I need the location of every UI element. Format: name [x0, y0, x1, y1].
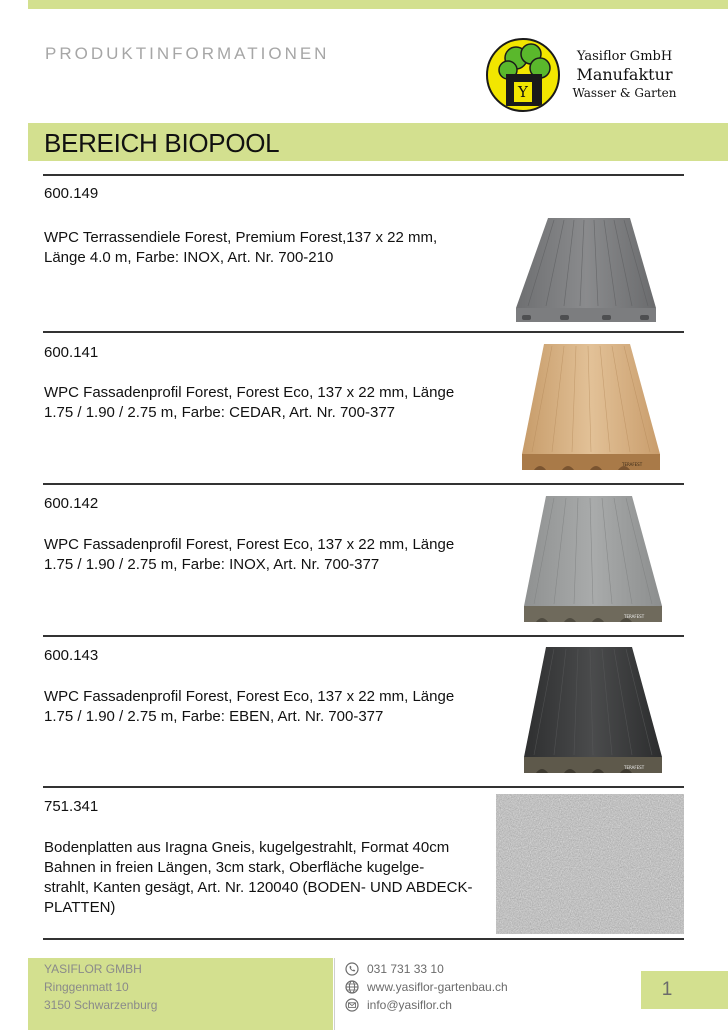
- footer-company: YASIFLOR GMBH: [44, 962, 142, 976]
- item-number: 600.141: [44, 344, 99, 361]
- item-description-line: Bahnen in freien Längen, 3cm stark, Oberfläche kugelge-: [44, 859, 425, 876]
- item-divider: [43, 786, 684, 788]
- footer-web-link[interactable]: www.yasiflor-gartenbau.ch: [367, 980, 508, 994]
- facade-profile-cedar-image: [518, 342, 664, 474]
- logo-emblem: [486, 38, 560, 112]
- item-number: 600.142: [44, 495, 99, 512]
- top-accent-bar: [28, 0, 728, 9]
- item-description-line: WPC Terrassendiele Forest, Premium Forest,137 x 22 mm,: [44, 229, 438, 246]
- page-number: 1: [661, 979, 673, 1000]
- footer-email-link[interactable]: info@yasiflor.ch: [367, 998, 452, 1012]
- footer-phone-text: 031 731 33 10: [367, 962, 444, 976]
- item-description-line: PLATTEN): [44, 899, 116, 916]
- tree-house-icon: [488, 40, 560, 112]
- logo-tagline-sub: Wasser & Garten: [572, 86, 677, 100]
- section-title: BEREICH BIOPOOL: [44, 128, 280, 158]
- svg-text:TERAFEST: TERAFEST: [624, 765, 645, 770]
- item-divider: [43, 331, 684, 333]
- email-icon: [345, 998, 359, 1012]
- footer-city: 3150 Schwarzenburg: [44, 998, 158, 1012]
- item-description-line: 1.75 / 1.90 / 2.75 m, Farbe: EBEN, Art. Nr. 700-377: [44, 708, 384, 725]
- logo-tagline-main: Manufaktur: [576, 65, 673, 84]
- logo-text: [562, 48, 687, 101]
- item-divider: [43, 483, 684, 485]
- globe-icon: [345, 980, 359, 994]
- section-band: [28, 123, 728, 161]
- item-description-line: Länge 4.0 m, Farbe: INOX, Art. Nr. 700-210: [44, 249, 334, 266]
- logo-mark-letter: Y: [518, 83, 528, 101]
- footer-email[interactable]: [345, 998, 452, 1012]
- logo-company-name: Yasiflor GmbH: [576, 49, 673, 64]
- item-description-line: strahlt, Kanten gesägt, Art. Nr. 120040 (BODEN- UND ABDECK-: [44, 879, 473, 896]
- svg-text:TERAFEST: TERAFEST: [622, 462, 643, 467]
- facade-profile-inox-image: [520, 494, 666, 626]
- item-description: [44, 838, 481, 918]
- svg-text:TERAFEST: TERAFEST: [624, 614, 645, 619]
- header-label: PRODUKTINFORMATIONEN: [45, 44, 330, 63]
- item-description-line: WPC Fassadenprofil Forest, Forest Eco, 137 x 22 mm, Länge: [44, 536, 455, 553]
- item-divider: [43, 938, 684, 940]
- facade-profile-eben-image: [520, 645, 666, 777]
- page-number-box: [641, 971, 728, 1009]
- footer-phone: [345, 962, 444, 976]
- decking-board-grey-image: [514, 216, 658, 326]
- item-description: [44, 687, 482, 727]
- item-number: 600.149: [44, 185, 99, 202]
- footer-web[interactable]: [345, 980, 508, 994]
- item-number: 751.341: [44, 798, 99, 815]
- item-description: [44, 383, 482, 423]
- phone-icon: [345, 962, 359, 976]
- item-number: 600.143: [44, 647, 99, 664]
- footer-address-block: [28, 958, 333, 1030]
- footer-street: Ringgenmatt 10: [44, 980, 129, 994]
- item-description-line: 1.75 / 1.90 / 2.75 m, Farbe: INOX, Art. Nr. 700-377: [44, 556, 380, 573]
- item-description-line: Bodenplatten aus Iragna Gneis, kugelgestrahlt, Format 40cm: [44, 839, 450, 856]
- company-logo: [486, 38, 686, 114]
- item-description: [44, 535, 482, 575]
- item-divider: [43, 174, 684, 176]
- footer-divider: [334, 958, 335, 1030]
- item-description-line: WPC Fassadenprofil Forest, Forest Eco, 137 x 22 mm, Länge: [44, 688, 455, 705]
- gneiss-stone-image: [496, 794, 684, 934]
- item-description-line: WPC Fassadenprofil Forest, Forest Eco, 137 x 22 mm, Länge: [44, 384, 455, 401]
- item-divider: [43, 635, 684, 637]
- item-description-line: 1.75 / 1.90 / 2.75 m, Farbe: CEDAR, Art. Nr. 700-377: [44, 404, 396, 421]
- item-description: [44, 228, 482, 268]
